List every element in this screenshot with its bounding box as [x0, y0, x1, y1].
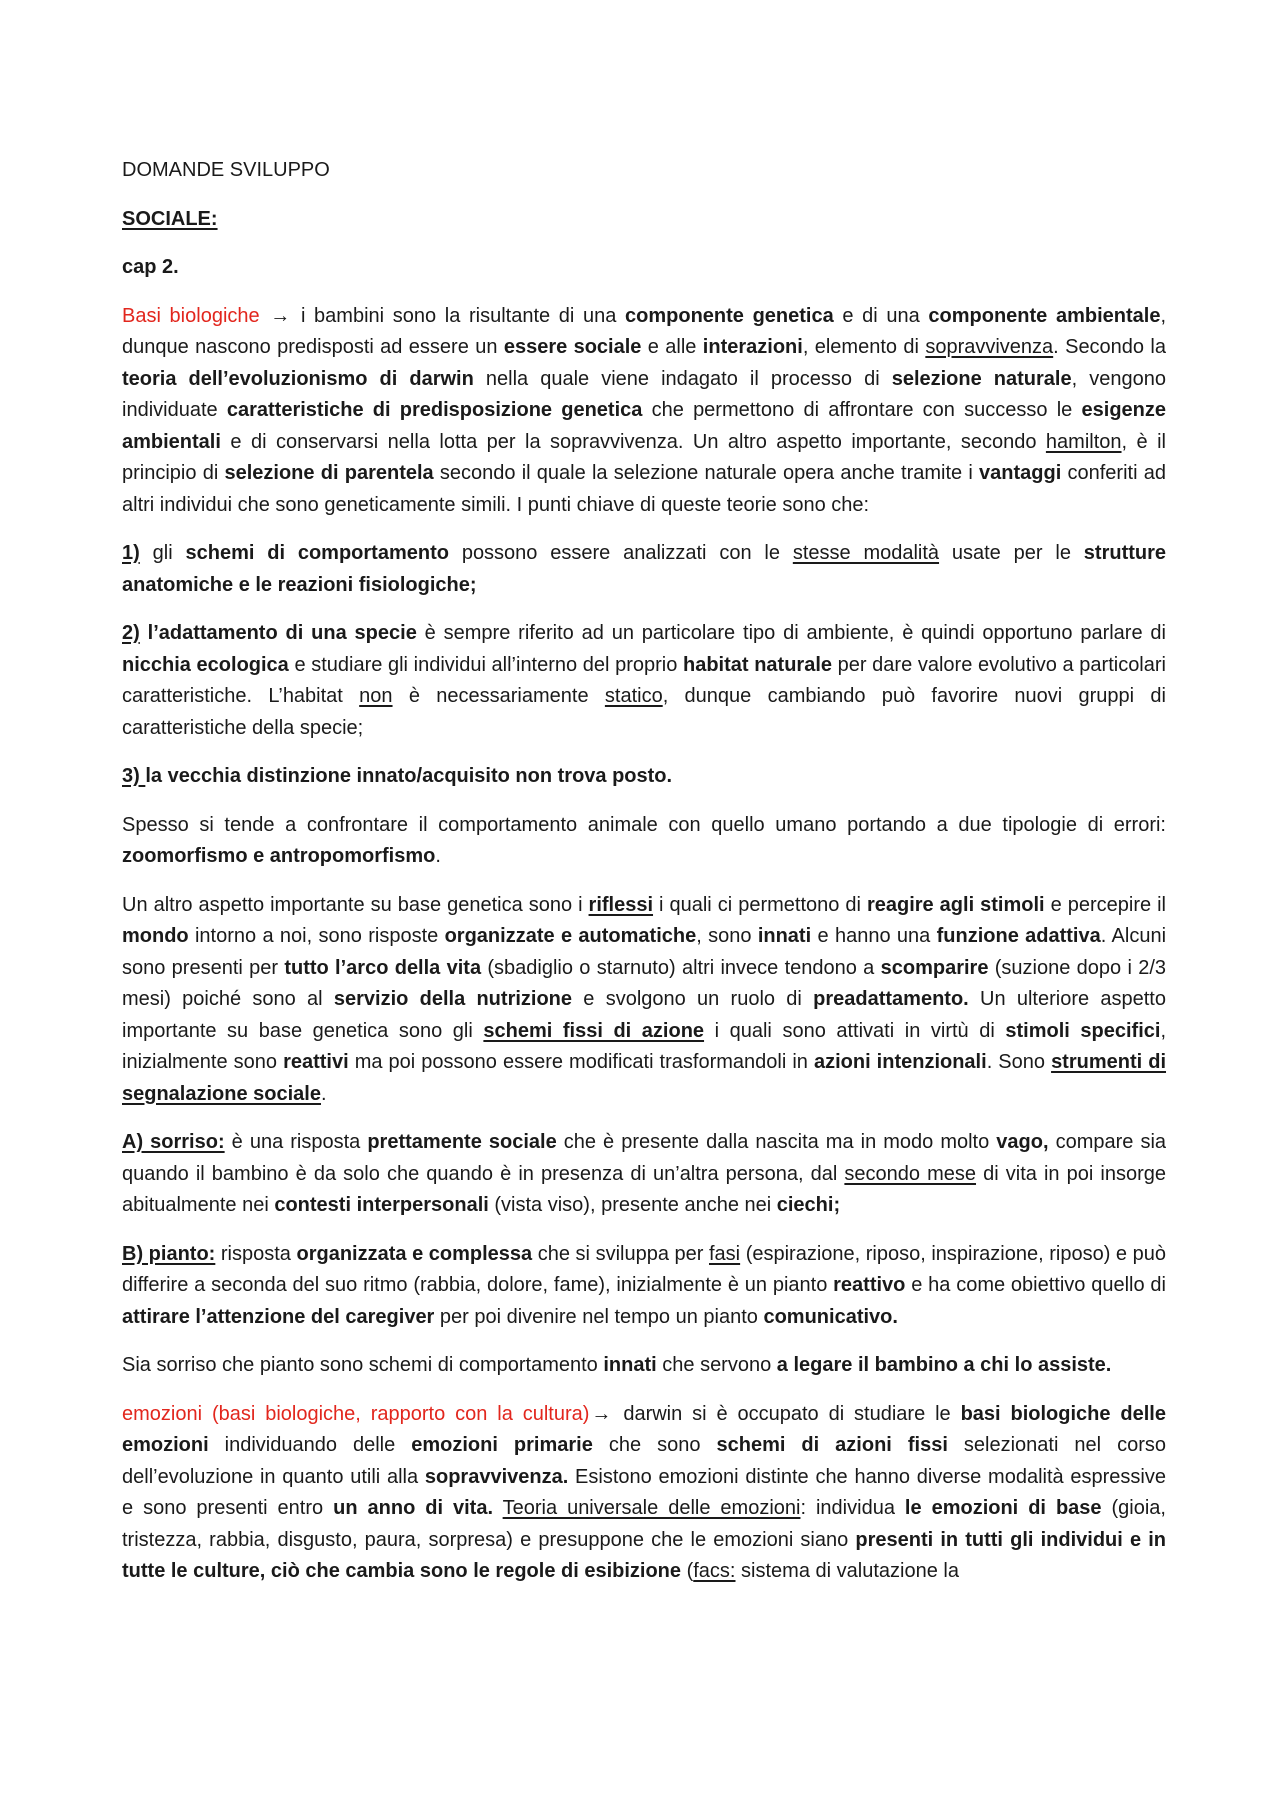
paragraph-sorriso: A) sorriso: è una risposta prettamente sociale che è presente dalla nascita ma in modo molto vago, compare sia quando il bambino è da solo che quando è in presenza di un’altra persona, dal secondo mese di vita in poi insorge abitualmente nei contesti interpersonali (vista viso), presente anche nei ciechi; — [122, 1131, 1167, 1216]
arrow-right-icon: → — [270, 304, 291, 327]
paragraph-emozioni: emozioni (basi biologiche, rapporto con la cultura) → darwin si è occupato di studiare le basi biologiche delle emozioni individuando delle emozioni primarie che sono schemi di azioni fissi selezionati nel corso dell’evoluzione in quanto utili alla sopravvivenza. Esistono emozioni distinte che hanno diverse modalità espressive e sono presenti entro un anno di vita. Teoria universale delle emozioni: individua le emozioni di base (gioia, tristezza, rabbia, disgusto, paura, sorpresa) e presuppone che le emozioni siano presenti in tutti gli individui e in tutte le culture, ciò che cambia sono le regole di esibizione (facs: sistema di valutazione la — [122, 1399, 1166, 1588]
paragraph-errori: Spesso si tende a confrontare il comportamento animale con quello umano portando a due tipologie di errori: zoomorfismo e antropomorfismo. — [122, 813, 1166, 867]
list-item-2: 2) l’adattamento di una specie è sempre riferito ad un particolare tipo di ambiente, è quindi opportuno parlare di nicchia ecologica e studiare gli individui all’interno del proprio habitat naturale per dare valore evolutivo a particolari caratteristiche. L’habitat non è necessariamente statico, dunque cambiando può favorire nuovi gruppi di caratteristiche della specie; — [122, 622, 1167, 739]
arrow-right-icon: → — [591, 1402, 612, 1425]
paragraph-basi-biologiche: Basi biologiche → i bambini sono la risultante di una componente genetica e di una componente ambientale, dunque nascono predisposti ad essere un essere sociale e alle interazioni, elemento di sopravvivenza. Secondo la teoria dell’evoluzionismo di darwin nella quale viene indagato il processo di selezione naturale, vengono individuate caratteristiche di predisposizione genetica che permettono di affrontare con successo le esigenze ambientali e di conservarsi nella lotta per la sopravvivenza. Un altro aspetto importante, secondo hamilton, è il principio di selezione di parentela secondo il quale la selezione naturale opera anche tramite i vantaggi conferiti ad altri individui che sono geneticamente simili. I punti chiave di queste teorie sono che: — [122, 301, 1166, 522]
section-heading: SOCIALE: — [122, 207, 218, 230]
document-page — [122, 155, 1166, 1605]
paragraph-schemi-innati: Sia sorriso che pianto sono schemi di comportamento innati che servono a legare il bambino a chi lo assiste. — [122, 1354, 1112, 1376]
paragraph-pianto: B) pianto: risposta organizzata e complessa che si sviluppa per fasi (espirazione, riposo, inspirazione, riposo) e può differire a seconda del suo ritmo (rabbia, dolore, fame), inizialmente è un pianto reattivo e ha come obiettivo quello di attirare l’attenzione del caregiver per poi divenire nel tempo un pianto comunicativo. — [122, 1242, 1166, 1328]
document-title: DOMANDE SVILUPPO — [122, 159, 330, 181]
list-item-3: 3) la vecchia distinzione innato/acquisito non trova posto. — [122, 765, 673, 787]
list-item-1: 1) gli schemi di comportamento possono essere analizzati con le stesse modalità usate per le strutture anatomiche e le reazioni fisiologiche; — [122, 542, 1167, 596]
paragraph-riflessi: Un altro aspetto importante su base genetica sono i riflessi i quali ci permettono di reagire agli stimoli e percepire il mondo intorno a noi, sono risposte organizzate e automatiche, sono innati e hanno una funzione adattiva. Alcuni sono presenti per tutto l’arco della vita (sbadiglio o starnuto) altri invece tendono a scomparire (suzione dopo i 2/3 mesi) poiché sono al servizio della nutrizione e svolgono un ruolo di preadattamento. Un ulteriore aspetto importante su base genetica sono gli schemi fissi di azione i quali sono attivati in virtù di stimoli specifici, inizialmente sono reattivi ma poi possono essere modificati trasformandoli in azioni intenzionali. Sono strumenti di segnalazione sociale. — [122, 893, 1167, 1105]
topic-label: emozioni (basi biologiche, rapporto con la cultura) — [122, 1402, 590, 1425]
chapter-heading: cap 2. — [122, 256, 179, 278]
topic-label: Basi biologiche — [122, 304, 260, 327]
